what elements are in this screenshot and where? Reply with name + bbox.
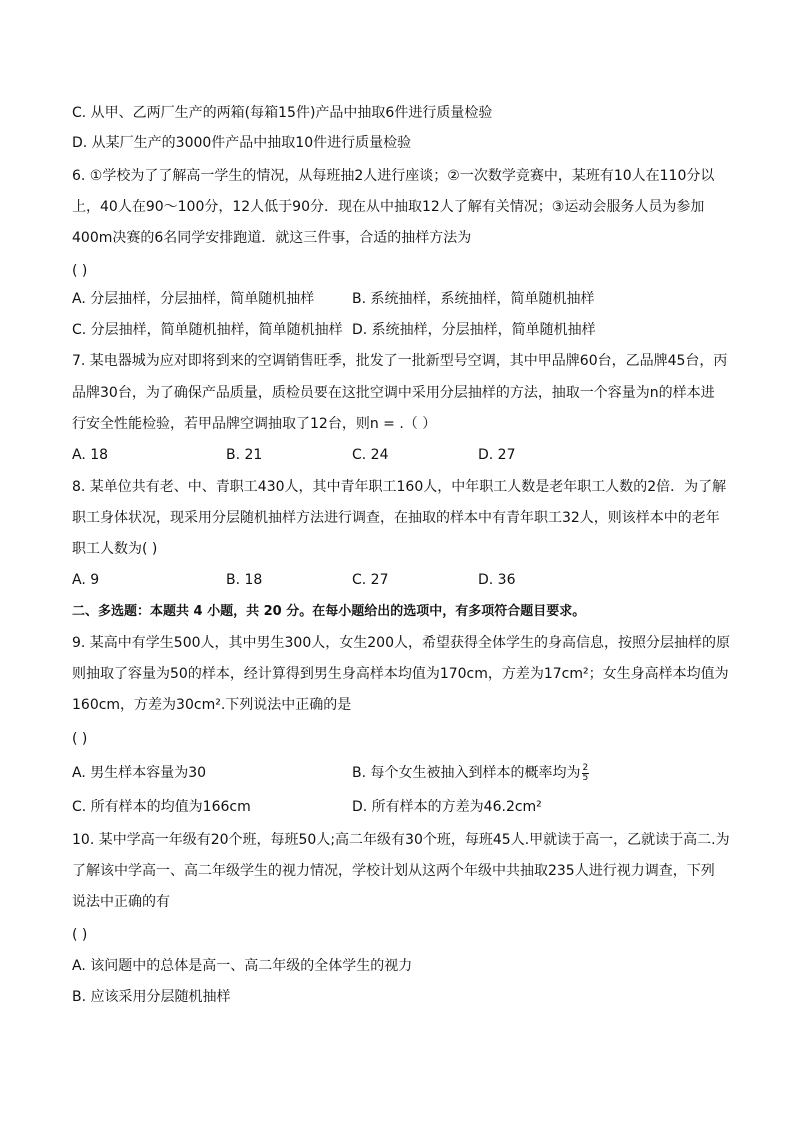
q6-option-d: D. 系统抽样，分层抽样，简单随机抽样 — [352, 322, 596, 338]
q9-option-c: C. 所有样本的均值为166cm — [72, 799, 251, 815]
q6-stem-line-1: 6. ①学校为了了解高一学生的情况，从每班抽2人进行座谈；②一次数学竞赛中，某班有10人在110分以 — [72, 168, 715, 184]
q6-stem-line-3: 400m决赛的6名同学安排跑道．就这三件事，合适的抽样方法为 — [72, 230, 472, 246]
q5-option-d: D. 从某厂生产的3000件产品中抽取10件进行质量检验 — [72, 135, 412, 151]
q10-answer-paren: ( ) — [72, 927, 88, 943]
q10-stem-line-1: 10. 某中学高一年级有20个班，每班50人;高二年级有30个班，每班45人.甲就读于高一，乙就读于高二.为 — [72, 832, 730, 848]
q8-stem-line-3: 职工人数为( ) — [72, 541, 158, 557]
q10-stem-line-2: 了解该中学高一、高二年级学生的视力情况，学校计划从这两个年级中共抽取235人进行视力调查，下列 — [72, 863, 715, 879]
q9-stem-line-1: 9. 某高中有学生500人，其中男生300人，女生200人，希望获得全体学生的身高信息，按照分层抽样的原 — [72, 635, 730, 651]
q8-option-b: B. 18 — [226, 572, 263, 588]
q8-option-c: C. 27 — [352, 572, 389, 588]
q10-option-a: A. 该问题中的总体是高一、高二年级的全体学生的视力 — [72, 958, 413, 974]
q8-option-d: D. 36 — [478, 572, 516, 588]
q7-stem-line-3: 行安全性能检验，若甲品牌空调抽取了12台，则n = .（ ） — [72, 416, 437, 432]
q10-stem-line-3: 说法中正确的有 — [72, 894, 170, 910]
q7-option-c: C. 24 — [352, 447, 389, 463]
q7-option-d: D. 27 — [478, 447, 516, 463]
q9-option-b — [352, 763, 589, 783]
q9-answer-paren: ( ) — [72, 731, 88, 747]
q9-stem-line-3: 160cm，方差为30cm².下列说法中正确的是 — [72, 697, 352, 713]
q9-option-b-text: B. 每个女生被抽入到样本的概率均为 — [352, 765, 581, 781]
fraction-numerator: 2 — [582, 762, 589, 773]
q8-stem-line-1: 8. 某单位共有老、中、青职工430人，其中青年职工160人，中年职工人数是老年职工人数的2倍．为了解 — [72, 479, 727, 495]
q8-stem-line-2: 职工身体状况，现采用分层随机抽样方法进行调查，在抽取的样本中有青年职工32人，则该样本中的老年 — [72, 510, 720, 526]
q6-option-c: C. 分层抽样，简单随机抽样，简单随机抽样 — [72, 322, 343, 338]
q6-option-b: B. 系统抽样，系统抽样，简单随机抽样 — [352, 291, 595, 307]
q7-stem-line-2: 品牌30台，为了确保产品质量，质检员要在这批空调中采用分层抽样的方法，抽取一个容量为n的样本进 — [72, 385, 715, 401]
q7-stem-line-1: 7. 某电器城为应对即将到来的空调销售旺季，批发了一批新型号空调，其中甲品牌60台，乙品牌45台，丙 — [72, 353, 728, 369]
q6-stem-line-2: 上，40人在90～100分，12人低于90分．现在从中抽取12人了解有关情况；③运动会服务人员为参加 — [72, 199, 705, 215]
q10-option-b: B. 应该采用分层随机抽样 — [72, 989, 231, 1005]
q6-answer-paren: ( ) — [72, 263, 88, 279]
fraction-denominator: 5 — [582, 772, 589, 783]
q6-option-a: A. 分层抽样，分层抽样，简单随机抽样 — [72, 291, 315, 307]
q9-stem-line-2: 则抽取了容量为50的样本，经计算得到男生身高样本均值为170cm，方差为17cm²；女生身高样本均值为 — [72, 666, 729, 682]
q9-option-a: A. 男生样本容量为30 — [72, 765, 207, 781]
q9-option-d: D. 所有样本的方差为46.2cm² — [352, 799, 542, 815]
section-2-heading: 二、多选题：本题共 4 小题，共 20 分。在每小题给出的选项中，有多项符合题目要求。 — [72, 604, 586, 619]
q7-option-a: A. 18 — [72, 447, 109, 463]
q7-option-b: B. 21 — [226, 447, 263, 463]
q9-option-b-fraction — [582, 764, 590, 783]
q5-option-c: C. 从甲、乙两厂生产的两箱(每箱15件)产品中抽取6件进行质量检验 — [72, 105, 493, 121]
q8-option-a: A. 9 — [72, 572, 100, 588]
